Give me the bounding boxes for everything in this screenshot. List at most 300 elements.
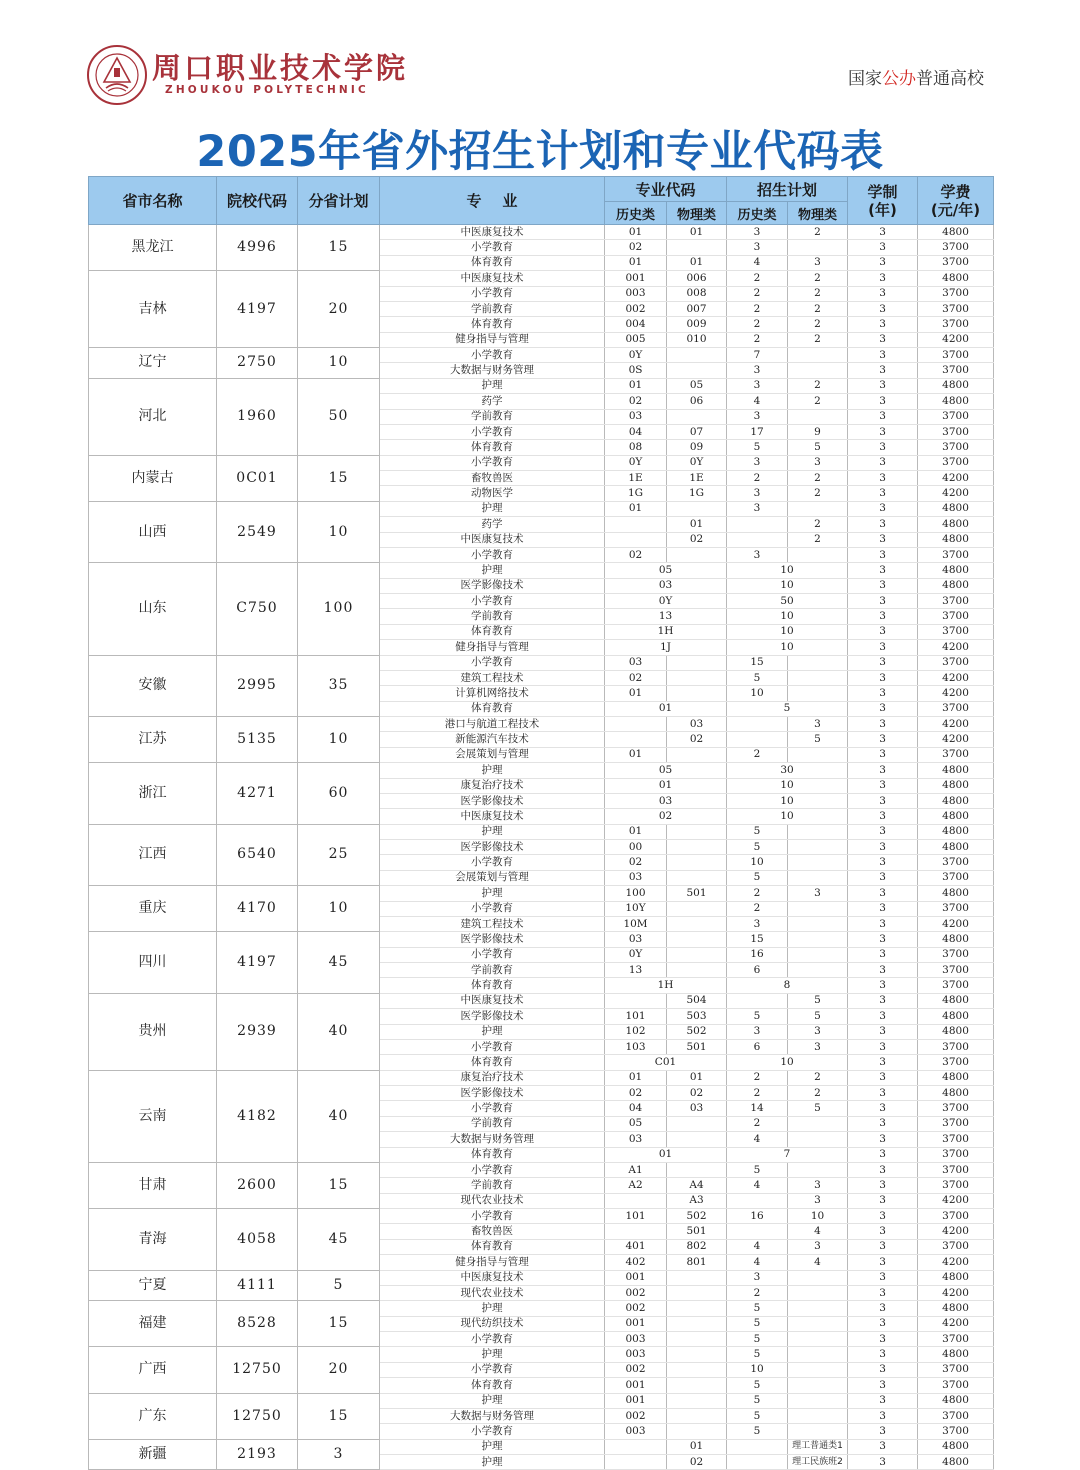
slogan-suffix: 普通高校 [916, 69, 984, 89]
province-plan-total: 10 [298, 717, 380, 763]
plan-history: 15 [727, 655, 788, 670]
header-plan-physics: 物理类 [788, 202, 848, 225]
plan-merged: 10 [727, 809, 848, 824]
major-name: 小学教育 [380, 1362, 605, 1377]
plan-history [727, 1455, 788, 1470]
study-years: 3 [848, 1209, 918, 1224]
major-code-physics: 504 [667, 993, 727, 1008]
major-name: 中医康复技术 [380, 225, 605, 240]
major-name: 医学影像技术 [380, 1086, 605, 1101]
major-name: 体育教育 [380, 624, 605, 639]
major-code-physics [667, 1116, 727, 1131]
major-code-physics: 501 [667, 1039, 727, 1054]
school-name-en: ZHOUKOU POLYTECHNIC [165, 84, 369, 96]
major-name: 医学影像技术 [380, 578, 605, 593]
study-years: 3 [848, 778, 918, 793]
tuition-fee: 4800 [918, 578, 994, 593]
tuition-fee: 4800 [918, 824, 994, 839]
plan-history: 16 [727, 1209, 788, 1224]
major-code-merged: 1H [605, 978, 727, 993]
study-years: 3 [848, 1132, 918, 1147]
major-name: 护理 [380, 501, 605, 516]
plan-physics: 2 [788, 394, 848, 409]
province-plan-total: 40 [298, 993, 380, 1070]
major-code-physics: 007 [667, 301, 727, 316]
school-code: 5135 [217, 717, 298, 763]
major-code-history: 003 [605, 1347, 667, 1362]
major-code-history: 001 [605, 1393, 667, 1408]
major-name: 医学影像技术 [380, 932, 605, 947]
plan-history: 10 [727, 855, 788, 870]
table-header [89, 177, 994, 225]
plan-merged: 5 [727, 701, 848, 716]
tuition-fee: 3700 [918, 1239, 994, 1254]
province-name: 福建 [89, 1301, 217, 1347]
plan-history: 10 [727, 1362, 788, 1377]
plan-history: 3 [727, 547, 788, 562]
header-code-physics: 物理类 [667, 202, 727, 225]
study-years: 3 [848, 840, 918, 855]
tuition-fee: 3700 [918, 978, 994, 993]
plan-history: 5 [727, 1408, 788, 1423]
plan-physics: 2 [788, 271, 848, 286]
tuition-fee: 3700 [918, 655, 994, 670]
province-plan-total: 15 [298, 225, 380, 271]
major-code-physics [667, 670, 727, 685]
plan-physics [788, 1424, 848, 1439]
school-code: 2995 [217, 655, 298, 717]
study-years: 3 [848, 517, 918, 532]
province-plan-total: 3 [298, 1439, 380, 1470]
major-code-history: 05 [605, 1116, 667, 1131]
province-plan-total: 45 [298, 1209, 380, 1271]
school-code: 4197 [217, 271, 298, 348]
major-name: 药学 [380, 394, 605, 409]
plan-physics [788, 363, 848, 378]
study-years: 3 [848, 240, 918, 255]
study-years: 3 [848, 670, 918, 685]
plan-history: 3 [727, 240, 788, 255]
province-name: 重庆 [89, 886, 217, 932]
plan-physics [788, 947, 848, 962]
province-name: 甘肃 [89, 1162, 217, 1208]
tuition-fee: 4800 [918, 932, 994, 947]
major-name: 中医康复技术 [380, 809, 605, 824]
plan-history: 3 [727, 486, 788, 501]
plan-physics [788, 1332, 848, 1347]
tuition-fee: 4800 [918, 840, 994, 855]
major-code-merged: C01 [605, 1055, 727, 1070]
study-years: 3 [848, 701, 918, 716]
table-row [89, 271, 994, 286]
major-code-history: 02 [605, 670, 667, 685]
major-code-history: 003 [605, 1424, 667, 1439]
major-code-merged: 05 [605, 563, 727, 578]
table-row [89, 501, 994, 516]
major-code-merged: 05 [605, 763, 727, 778]
major-name: 小学教育 [380, 1332, 605, 1347]
major-code-physics [667, 1132, 727, 1147]
major-name: 护理 [380, 886, 605, 901]
plan-history: 2 [727, 286, 788, 301]
tuition-fee: 4800 [918, 1439, 994, 1454]
major-code-physics: 02 [667, 732, 727, 747]
major-name: 健身指导与管理 [380, 640, 605, 655]
plan-physics: 2 [788, 286, 848, 301]
plan-physics: 5 [788, 1009, 848, 1024]
tuition-fee: 3700 [918, 1209, 994, 1224]
major-code-physics [667, 963, 727, 978]
major-name: 小学教育 [380, 1209, 605, 1224]
major-code-physics [667, 1424, 727, 1439]
tuition-fee: 4800 [918, 809, 994, 824]
province-plan-total: 15 [298, 455, 380, 501]
major-name: 现代农业技术 [380, 1193, 605, 1208]
major-code-merged: 13 [605, 609, 727, 624]
plan-merged: 50 [727, 594, 848, 609]
tuition-fee: 4800 [918, 563, 994, 578]
major-code-physics: 03 [667, 717, 727, 732]
school-code: 2549 [217, 501, 298, 563]
school-code: 12750 [217, 1347, 298, 1393]
major-code-physics [667, 409, 727, 424]
province-plan-total: 15 [298, 1162, 380, 1208]
study-years: 3 [848, 1393, 918, 1408]
major-code-physics [667, 870, 727, 885]
province-plan-total: 35 [298, 655, 380, 717]
major-name: 大数据与财务管理 [380, 1408, 605, 1423]
tuition-fee: 3700 [918, 255, 994, 270]
study-years: 3 [848, 1178, 918, 1193]
major-name: 护理 [380, 1439, 605, 1454]
major-code-history: 002 [605, 1285, 667, 1300]
table-row [89, 225, 994, 240]
plan-physics: 2 [788, 1086, 848, 1101]
study-years: 3 [848, 717, 918, 732]
major-code-merged: 01 [605, 778, 727, 793]
major-code-merged: 03 [605, 793, 727, 808]
plan-history: 5 [727, 1162, 788, 1177]
major-code-physics: 05 [667, 378, 727, 393]
plan-physics [788, 501, 848, 516]
major-code-physics: 07 [667, 424, 727, 439]
header-total-plan: 分省计划 [298, 177, 380, 225]
study-years: 3 [848, 1455, 918, 1470]
tuition-fee: 4800 [918, 1270, 994, 1285]
plan-history [727, 1224, 788, 1239]
major-code-physics [667, 1362, 727, 1377]
major-code-history: 03 [605, 409, 667, 424]
major-code-history: 0Y [605, 947, 667, 962]
major-code-physics [667, 655, 727, 670]
major-code-history: 01 [605, 255, 667, 270]
study-years: 3 [848, 686, 918, 701]
tuition-fee: 4800 [918, 517, 994, 532]
major-name: 现代纺织技术 [380, 1316, 605, 1331]
tuition-fee: 3700 [918, 1039, 994, 1054]
major-code-history: 01 [605, 225, 667, 240]
school-code: 2600 [217, 1162, 298, 1208]
header-years: 学制 (年) [848, 177, 918, 225]
major-name: 护理 [380, 1024, 605, 1039]
school-name-cn: 周口职业技术学院 [152, 51, 409, 85]
plan-physics [788, 870, 848, 885]
plan-merged: 10 [727, 793, 848, 808]
major-name: 小学教育 [380, 1424, 605, 1439]
plan-merged: 8 [727, 978, 848, 993]
school-code: 4271 [217, 763, 298, 825]
study-years: 3 [848, 1408, 918, 1423]
tuition-fee: 4200 [918, 1316, 994, 1331]
tuition-fee: 4800 [918, 1086, 994, 1101]
study-years: 3 [848, 1424, 918, 1439]
major-name: 学前教育 [380, 409, 605, 424]
study-years: 3 [848, 1439, 918, 1454]
plan-history: 3 [727, 1024, 788, 1039]
major-name: 畜牧兽医 [380, 471, 605, 486]
plan-physics [788, 409, 848, 424]
plan-history [727, 732, 788, 747]
major-name: 护理 [380, 763, 605, 778]
study-years: 3 [848, 1070, 918, 1085]
plan-merged: 10 [727, 609, 848, 624]
header-major: 专 业 [380, 177, 605, 225]
plan-history: 3 [727, 501, 788, 516]
major-name: 小学教育 [380, 1101, 605, 1116]
plan-history: 5 [727, 1347, 788, 1362]
plan-merged: 10 [727, 640, 848, 655]
table-row [89, 763, 994, 778]
major-name: 动物医学 [380, 486, 605, 501]
study-years: 3 [848, 1086, 918, 1101]
major-code-history [605, 517, 667, 532]
major-code-history: 10M [605, 916, 667, 931]
major-code-history: 01 [605, 747, 667, 762]
major-code-history: 002 [605, 1408, 667, 1423]
table-row [89, 1393, 994, 1408]
tuition-fee: 4800 [918, 225, 994, 240]
school-code: C750 [217, 563, 298, 655]
table-row [89, 1070, 994, 1085]
plan-physics [788, 916, 848, 931]
major-name: 会展策划与管理 [380, 747, 605, 762]
study-years: 3 [848, 640, 918, 655]
major-code-history: 002 [605, 1301, 667, 1316]
major-code-physics [667, 240, 727, 255]
major-name: 小学教育 [380, 547, 605, 562]
table-row [89, 563, 994, 578]
school-code: 4197 [217, 932, 298, 994]
plan-history: 4 [727, 1178, 788, 1193]
major-name: 中医康复技术 [380, 271, 605, 286]
tuition-fee: 4800 [918, 793, 994, 808]
major-name: 体育教育 [380, 1239, 605, 1254]
plan-physics [788, 1408, 848, 1423]
tuition-fee: 4200 [918, 686, 994, 701]
plan-merged: 10 [727, 563, 848, 578]
plan-history: 4 [727, 1132, 788, 1147]
table-row [89, 1347, 994, 1362]
school-code: 6540 [217, 824, 298, 886]
province-name: 江西 [89, 824, 217, 886]
study-years: 3 [848, 963, 918, 978]
major-code-history: 03 [605, 655, 667, 670]
tuition-fee: 3700 [918, 455, 994, 470]
study-years: 3 [848, 655, 918, 670]
tuition-fee: 3700 [918, 947, 994, 962]
school-code: 2193 [217, 1439, 298, 1470]
study-years: 3 [848, 271, 918, 286]
major-code-history: 02 [605, 394, 667, 409]
plan-physics [788, 655, 848, 670]
plan-history: 2 [727, 886, 788, 901]
major-code-physics: 501 [667, 1224, 727, 1239]
table-row [89, 655, 994, 670]
tuition-fee: 4200 [918, 732, 994, 747]
table-row [89, 1209, 994, 1224]
major-name: 学前教育 [380, 1116, 605, 1131]
major-name: 护理 [380, 563, 605, 578]
plan-physics: 2 [788, 517, 848, 532]
province-name: 江苏 [89, 717, 217, 763]
plan-history: 5 [727, 1378, 788, 1393]
tuition-fee: 4200 [918, 471, 994, 486]
tuition-fee: 4800 [918, 532, 994, 547]
major-code-history: 01 [605, 824, 667, 839]
plan-history: 3 [727, 363, 788, 378]
plan-history: 2 [727, 1285, 788, 1300]
major-code-physics: 801 [667, 1255, 727, 1270]
school-seal-logo [86, 44, 148, 106]
major-code-history: 002 [605, 1362, 667, 1377]
major-code-history: 103 [605, 1039, 667, 1054]
school-code: 2939 [217, 993, 298, 1070]
table-row [89, 348, 994, 363]
major-code-physics: 02 [667, 1086, 727, 1101]
plan-physics: 3 [788, 1039, 848, 1054]
province-name: 宁夏 [89, 1270, 217, 1301]
major-name: 学前教育 [380, 1178, 605, 1193]
plan-merged: 10 [727, 1055, 848, 1070]
plan-merged: 7 [727, 1147, 848, 1162]
study-years: 3 [848, 301, 918, 316]
plan-history: 4 [727, 1255, 788, 1270]
major-code-merged: 01 [605, 1147, 727, 1162]
tuition-fee: 3700 [918, 286, 994, 301]
tuition-fee: 3700 [918, 409, 994, 424]
study-years: 3 [848, 286, 918, 301]
major-name: 护理 [380, 1301, 605, 1316]
study-years: 3 [848, 1239, 918, 1254]
tuition-fee: 3700 [918, 1162, 994, 1177]
plan-physics [788, 1378, 848, 1393]
major-name: 体育教育 [380, 440, 605, 455]
province-name: 安徽 [89, 655, 217, 717]
major-code-physics: 501 [667, 886, 727, 901]
province-plan-total: 60 [298, 763, 380, 825]
major-code-history: 03 [605, 1132, 667, 1147]
major-code-history: 402 [605, 1255, 667, 1270]
major-code-merged: 0Y [605, 594, 727, 609]
tuition-fee: 3700 [918, 901, 994, 916]
major-name: 小学教育 [380, 286, 605, 301]
plan-history: 5 [727, 440, 788, 455]
major-name: 护理 [380, 1455, 605, 1470]
plan-physics [788, 1285, 848, 1300]
major-code-history: 003 [605, 286, 667, 301]
tuition-fee: 4800 [918, 993, 994, 1008]
major-code-physics: 01 [667, 255, 727, 270]
plan-physics [788, 1162, 848, 1177]
plan-physics [788, 855, 848, 870]
tuition-fee: 4800 [918, 1070, 994, 1085]
plan-physics: 2 [788, 317, 848, 332]
major-name: 药学 [380, 517, 605, 532]
study-years: 3 [848, 1162, 918, 1177]
province-plan-total: 15 [298, 1301, 380, 1347]
plan-physics: 2 [788, 378, 848, 393]
tuition-fee: 4200 [918, 717, 994, 732]
plan-history: 5 [727, 1424, 788, 1439]
plan-physics [788, 1362, 848, 1377]
tuition-fee: 3700 [918, 870, 994, 885]
tuition-fee: 3700 [918, 363, 994, 378]
study-years: 3 [848, 348, 918, 363]
plan-physics [788, 932, 848, 947]
major-name: 小学教育 [380, 1162, 605, 1177]
plan-history [727, 517, 788, 532]
plan-history: 5 [727, 870, 788, 885]
tuition-fee: 4800 [918, 501, 994, 516]
major-name: 小学教育 [380, 240, 605, 255]
study-years: 3 [848, 501, 918, 516]
plan-history: 17 [727, 424, 788, 439]
study-years: 3 [848, 947, 918, 962]
plan-history: 4 [727, 1239, 788, 1254]
tuition-fee: 3700 [918, 301, 994, 316]
plan-physics: 2 [788, 532, 848, 547]
study-years: 3 [848, 455, 918, 470]
study-years: 3 [848, 1270, 918, 1285]
major-code-physics [667, 824, 727, 839]
page-title: 2025年省外招生计划和专业代码表 [196, 127, 884, 177]
tuition-fee: 4800 [918, 1347, 994, 1362]
plan-merged: 10 [727, 578, 848, 593]
study-years: 3 [848, 886, 918, 901]
major-code-physics [667, 1347, 727, 1362]
study-years: 3 [848, 932, 918, 947]
major-name: 港口与航道工程技术 [380, 717, 605, 732]
table-row [89, 824, 994, 839]
major-code-history: 03 [605, 870, 667, 885]
plan-physics [788, 747, 848, 762]
major-name: 会展策划与管理 [380, 870, 605, 885]
plan-physics [788, 1270, 848, 1285]
tuition-fee: 3700 [918, 1362, 994, 1377]
study-years: 3 [848, 255, 918, 270]
major-code-history: 1E [605, 471, 667, 486]
table-row [89, 455, 994, 470]
header-code-history: 历史类 [605, 202, 667, 225]
major-code-history: 005 [605, 332, 667, 347]
major-code-physics [667, 855, 727, 870]
tuition-fee: 3700 [918, 1055, 994, 1070]
enrollment-plan-table [88, 176, 994, 1470]
major-code-physics [667, 1162, 727, 1177]
major-code-history [605, 532, 667, 547]
major-code-physics: 02 [667, 1455, 727, 1470]
header-enroll-plan: 招生计划 [727, 177, 848, 202]
